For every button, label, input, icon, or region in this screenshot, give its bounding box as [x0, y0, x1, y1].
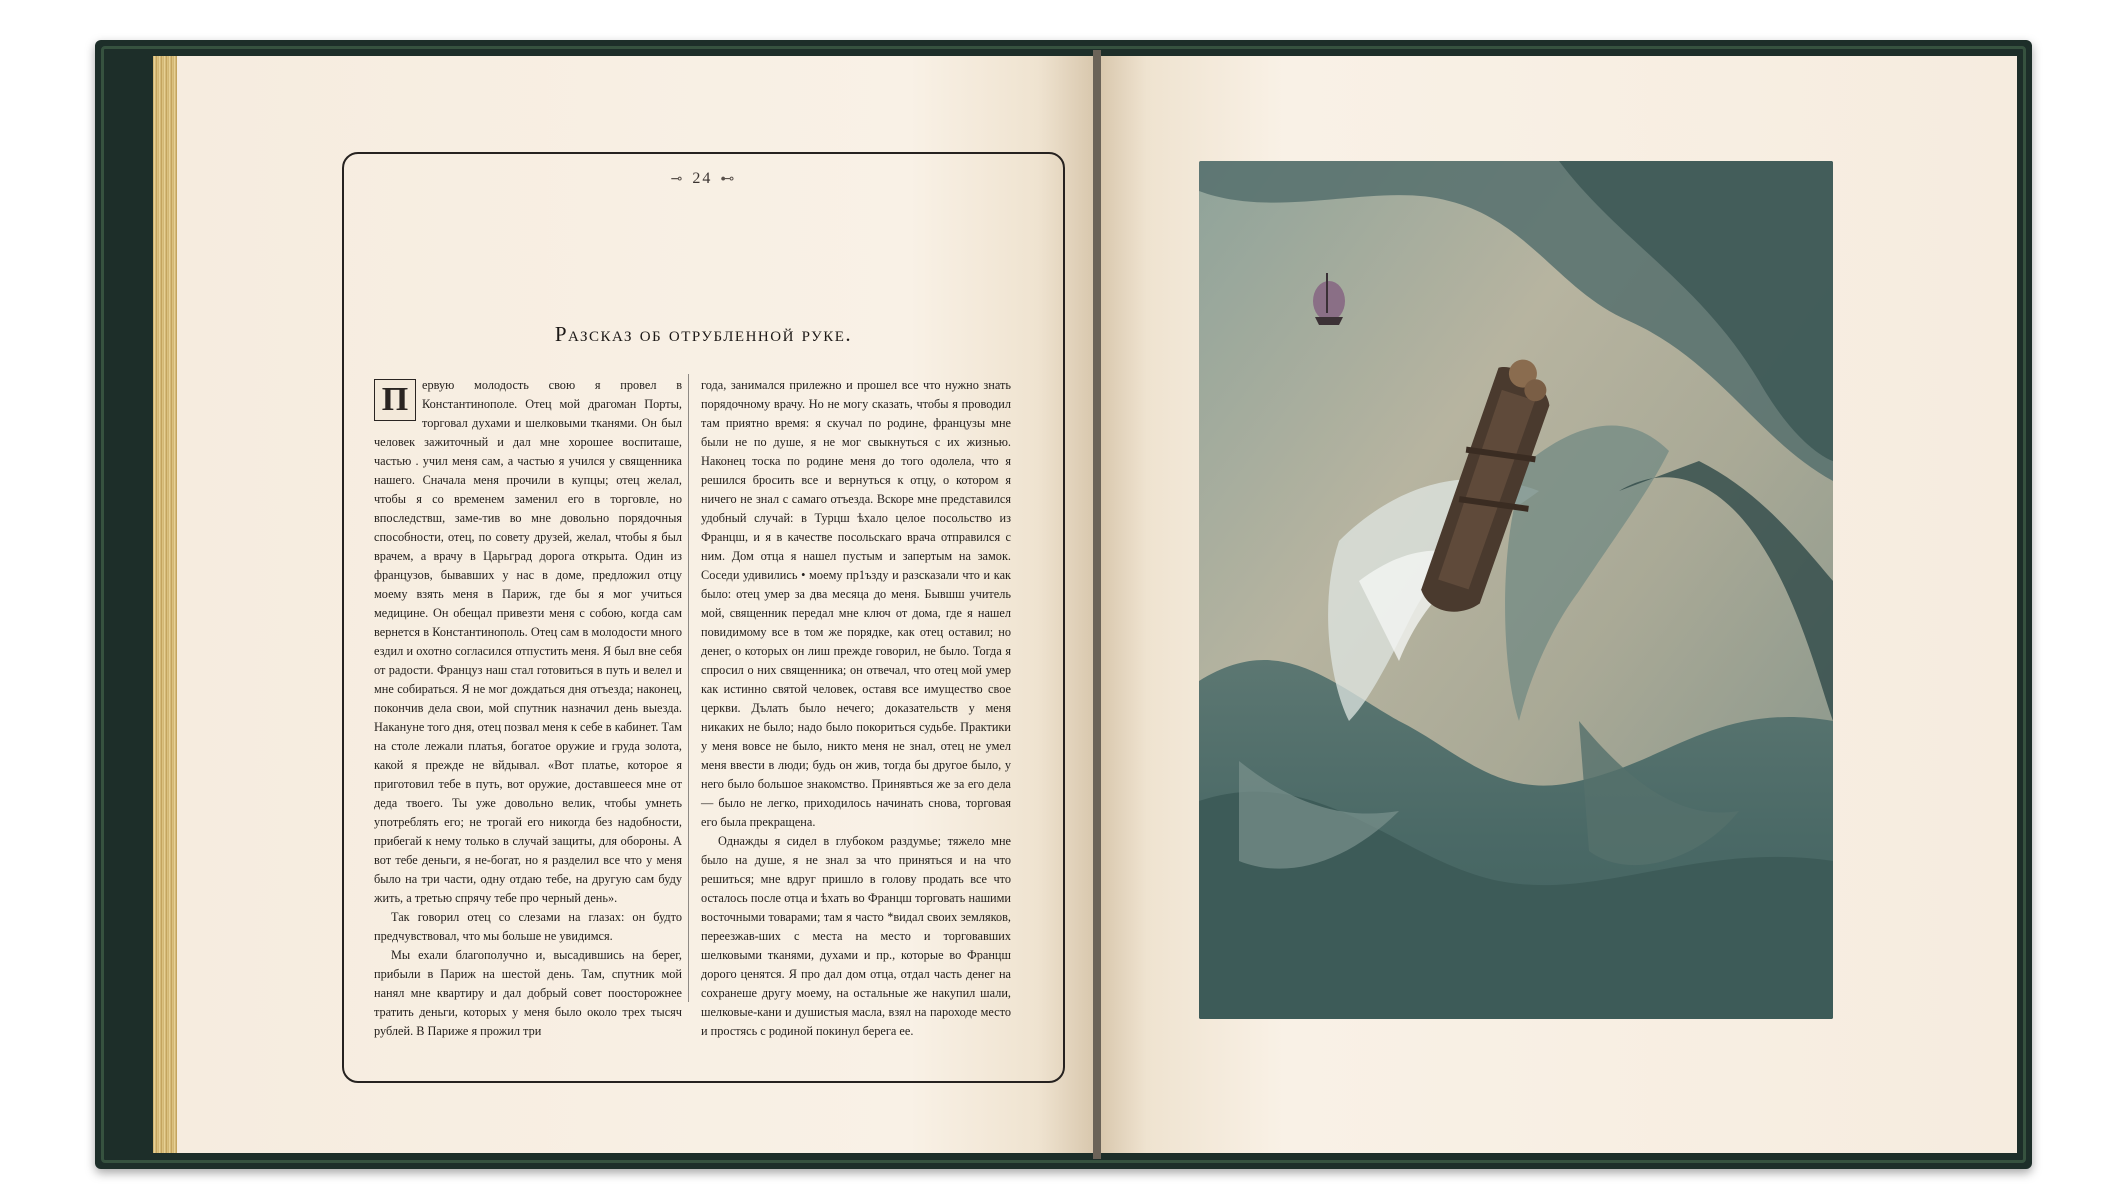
- ship-in-storm-illustration: [1199, 161, 1833, 1019]
- paragraph: [374, 376, 682, 908]
- drop-cap: П: [374, 379, 416, 421]
- paragraph: года, занимался прилежно и прошел все что нужно знать порядочному врачу. Но не могу сказать, чтобы я проводил там приятно время: я скучал по родине, французы мне были не по душе, я не мог свыкнуться с их жизнью. Наконец тоска по родине меня до того одолела, что я решился бросить все и вернуться к отцу, о котором я ничего не знал с самаго отъезда. Вскоре мне представился удобный случай: в Турцш ѣхало целое посольство из Францш, и я в качестве посольскаго врача отправился с ним. Дом отца я нашел пустым и запертым на замок. Соседи удивились • моему пр1ъзду и разсказали что и как было: отец умер за два месяца до меня. Бывшш учитель мой, священник передал мне ключ от дома, где я нашел повидимому все в том же порядке, как отец оставил; но денег, о которых он лиш прежде говорил, не было. Тогда я спросил о них священника; он отвечал, что отец мой умер как истинно святой человек, оставя все имущество свое церкви. Дълать было нечего; доказательств у меня никаких не было; надо было покориться судьбе. Практики у меня вовсе не было, никто меня не знал, отец не умел меня ввести в люди; будь он жив, тогда бы другое было, у него было большое знакомство. Принявться же за его дела — было не легко, приходилось начинать снова, торговая его была прекращена.: [701, 378, 1011, 829]
- paragraph: Так говорил отец со слезами на глазах: он будто предчувствовал, что мы больше не увидимся.: [374, 910, 682, 943]
- text-column-right: [701, 376, 1011, 1041]
- ornament-left-icon: ⊸: [670, 172, 685, 187]
- chapter-title: Разсказ об отрубленной руке.: [554, 322, 853, 346]
- column-divider: [688, 374, 689, 1002]
- paragraph: Однажды я сидел в глубоком раздумье; тяжело мне было на душе, я не знал за что приняться и на что решиться; мне вдруг пришло в голову продать все что осталось после отца и ѣхать во Францш торговать нашими восточными товарами; там я часто *видал своих земляков, переезжав-ших с места на место и торговавших шелковыми тканями, духами и пр., которые во Францш дорого ценятся. Я про дал дом отца, отдал часть денег на сохранеше другу моему, на остальные же накупил шали, шелковые-кани и душистыя масла, взял на пароходе место и простясь с родиной покинул берега ее.: [701, 834, 1011, 1038]
- left-page: [177, 56, 1093, 1153]
- paragraph: Мы ехали благополучно и, высадившись на берег, прибыли в Париж на шестой день. Там, спутник мой нанял мне квартиру и дал добрый совет поосторожнее тратить деньги, которых у меня было около трех тысяч рублей. В Париже я прожил три: [374, 948, 682, 1038]
- page-number-line: [344, 170, 1063, 188]
- paragraph-text: ервую молодость свою я провел в Константинополе. Отец мой драгоман Порты, торговал духами и шелковыми тканями. Он был человек зажиточный и дал мне хорошее воспиташе, частью . учил меня сам, а частью я учился у священника нашего. Сначала меня прочили в купцы; отец желал, чтобы я со временем заменил его в торговле, но впоследствш, заме-тив во мне довольно порядочныя способности, отец, по совету друзей, желал, чтобы я был врачем, а врачу в Царьград дорога открыта. Один из французов, бывавших у нас в доме, предложил отцу моему взять меня в Париж, где бы я мог учиться медицине. Он обещал привезти меня с собою, когда сам вернется в Константинополь. Отец сам в молодости много ездил и охотно согласился отпустить меня. Я был вне себя от радости. Француз наш стал готовиться в путь и велел и мне собираться. Я не мог дождаться дня отъезда; наконец, покончив дела свои, мой спутник назначил день выезда. Накануне того дня, отец позвал меня к себе в кабинет. Там на столе лежали платья, богатое оружие и груда золота, какой я прежде не вйдывал. «Вот платье, которое я приготовил тебе в путь, вот оружие, доставшееся мне от деда твоего. Ты уже довольно велик, чтобы умнеть употреблять его; не трогай его никогда без надобности, прибегай к нему только в случай защиты, для обороны. А вот тебе деньги, я не-богат, но я разделил все что у меня было на три части, одну отдаю тебе, на другую сам буду жить, а третью спрячу тебе про черный день».: [374, 378, 682, 905]
- spine-gutter: [1093, 50, 1101, 1159]
- page-number: 24: [692, 170, 713, 187]
- text-frame: [342, 152, 1065, 1083]
- text-column-left: [374, 376, 682, 1041]
- ornament-right-icon: ⊷: [720, 172, 737, 187]
